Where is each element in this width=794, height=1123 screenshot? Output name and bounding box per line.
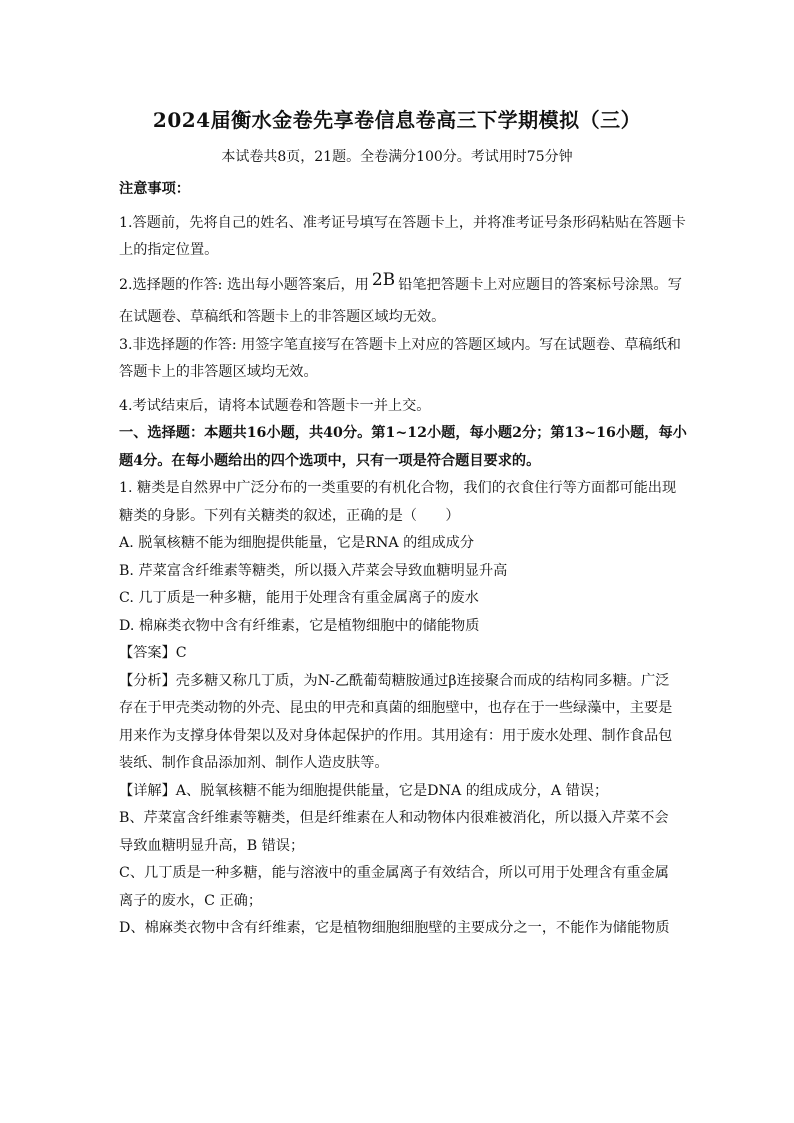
- notice-item-1-line-2: 上的指定位置。: [119, 242, 219, 258]
- detail-line-6: D、棉麻类衣物中含有纤维素，它是植物细胞细胞壁的主要成分之一，不能作为储能物质: [119, 920, 670, 936]
- detail-line-4: C、几丁质是一种多糖，能与溶液中的重金属离子有效结合，所以可用于处理含有重金属: [119, 865, 669, 881]
- notice-item-2-line-2: 在试题卷、草稿纸和答题卡上的非答题区域均无效。: [119, 309, 446, 325]
- option-b: B. 芹菜富含纤维素等糖类，所以摄入芹菜会导致血糖明显升高: [119, 562, 508, 579]
- option-a: A. 脱氧核糖不能为细胞提供能量，它是RNA 的组成成分: [119, 535, 475, 551]
- question-1-stem-line-2: 糖类的身影。下列有关糖类的叙述，正确的是（ ）: [119, 507, 460, 524]
- notice-item-2-line-1: [119, 269, 682, 299]
- exam-info: 本试卷共8页，21题。全卷满分100分。考试用时75分钟: [221, 149, 573, 165]
- question-1-stem-line-1: 1. 糖类是自然界中广泛分布的一类重要的有机化合物，我们的衣食住行等方面都可能出现: [119, 480, 677, 496]
- detail-line-3: 导致血糖明显升高，B 错误；: [119, 837, 305, 854]
- detail-line-1: 【详解】A、脱氧核糖不能为细胞提供能量，它是DNA 的组成成分，A 错误；: [119, 782, 609, 799]
- detail-line-2: B、芹菜富含纤维素等糖类，但是纤维素在人和动物体内很难被消化，所以摄入芹菜不会: [119, 810, 669, 826]
- notice-item-4: 4.考试结束后，请将本试题卷和答题卡一并上交。: [119, 397, 431, 414]
- analysis-line-1: 【分析】壳多糖又称几丁质，为N-乙酰葡萄糖胺通过β连接聚合而成的结构同多糖。广泛: [119, 672, 670, 689]
- notice-item-2-text-a: 2.选择题的作答: 选出每小题答案后，用: [119, 276, 369, 293]
- analysis-line-2: 存在于甲壳类动物的外壳、昆虫的甲壳和真菌的细胞壁中，也存在于一些绿藻中，主要是: [119, 700, 673, 716]
- option-d: D. 棉麻类衣物中含有纤维素，它是植物细胞中的储能物质: [119, 617, 480, 634]
- notice-item-1-line-1: 1.答题前，先将自己的姓名、准考证号填写在答题卡上，并将准考证号条形码粘贴在答题卡: [119, 214, 686, 231]
- notice-item-3-line-1: 3.非选择题的作答: 用签字笔直接写在答题卡上对应的答题区域内。写在试题卷、草稿纸和: [119, 336, 681, 353]
- option-c: C. 几丁质是一种多糖，能用于处理含有重金属离子的废水: [119, 590, 479, 606]
- pencil-grade: 2B: [371, 269, 396, 290]
- analysis-line-4: 装纸、制作食品添加剂、制作人造皮肤等。: [119, 755, 389, 771]
- notice-heading: 注意事项：: [119, 181, 190, 197]
- section-heading-line-2: 题4分。在每小题给出的四个选项中，只有一项是符合题目要求的。: [119, 452, 541, 469]
- notice-item-2-text-b: 铅笔把答题卡上对应题目的答案标号涂黑。写: [398, 276, 682, 293]
- document-body: [119, 176, 687, 943]
- answer: 【答案】C: [119, 645, 187, 661]
- section-heading-line-1: 一、选择题：本题共16小题，共40分。第1~12小题，每小题2分；第13~16小题，每小: [119, 425, 687, 441]
- notice-item-3-line-2: 答题卡上的非答题区域均无效。: [119, 364, 318, 380]
- detail-line-5: 离子的废水，C 正确；: [119, 892, 263, 909]
- page-title: 2024届衡水金卷先享卷信息卷高三下学期模拟（三）: [152, 108, 642, 132]
- analysis-line-3: 用来作为支撑身体骨架以及对身体起保护的作用。其用途有：用于废水处理、制作食品包: [119, 727, 673, 744]
